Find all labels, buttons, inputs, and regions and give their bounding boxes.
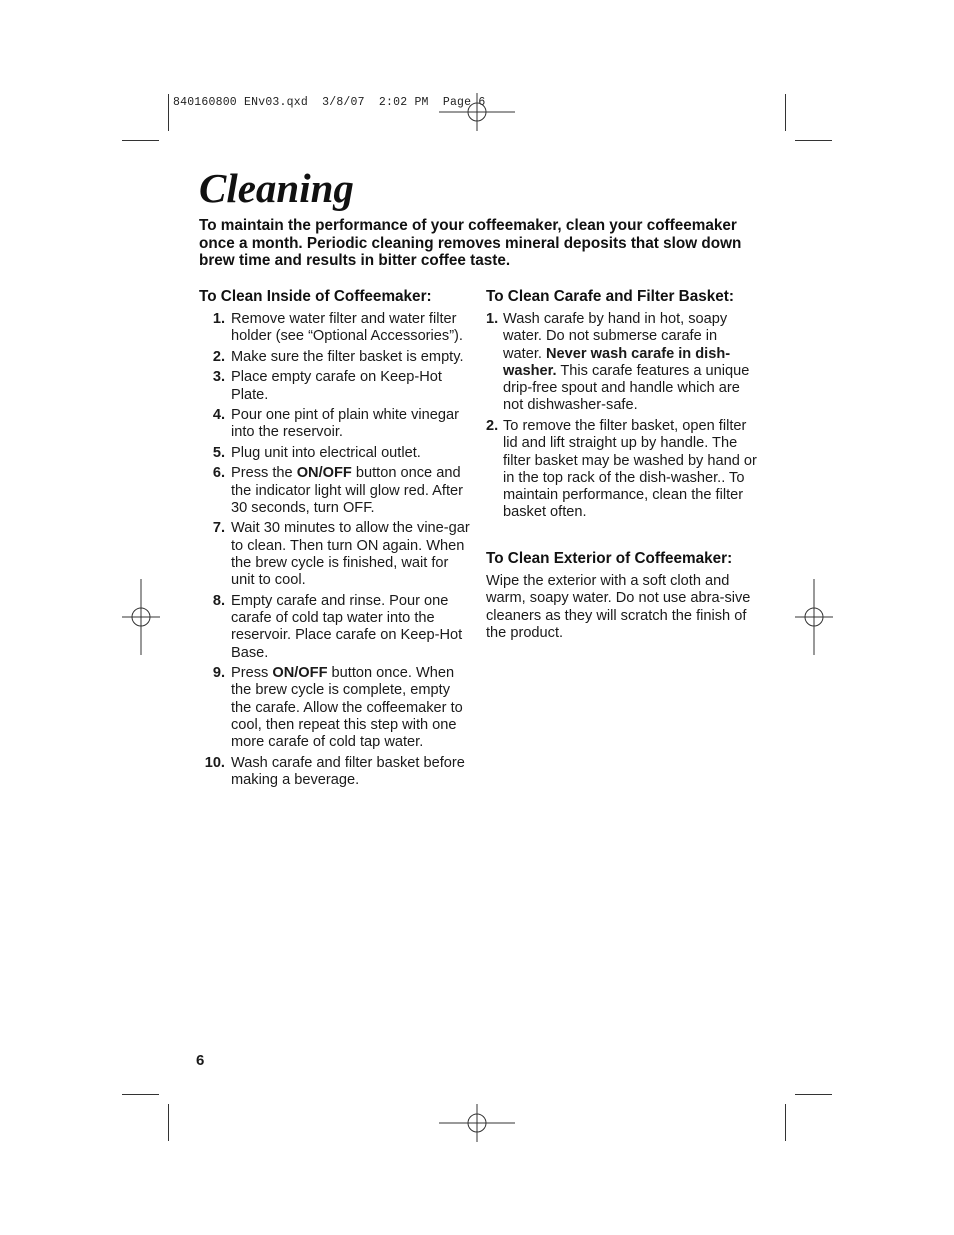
registration-mark-left: [122, 579, 160, 655]
carafe-cleaning-section: [486, 288, 758, 642]
step-number: 5.: [212, 444, 225, 461]
step-text: Press the ON/OFF button once and the indicator light will glow red. After 30 seconds, turn OFF.: [231, 465, 463, 516]
step-number: 9.: [212, 665, 225, 682]
file-slug: 840160800 ENv03.qxd 3/8/07 2:02 PM Page 6: [173, 96, 486, 109]
section-spacer: [486, 525, 758, 550]
crop-mark-tl-h: [122, 140, 159, 141]
page-number: 6: [196, 1052, 205, 1069]
list-item: [199, 755, 471, 790]
crop-mark-br-v: [785, 1104, 786, 1141]
inside-cleaning-section: [199, 288, 471, 793]
list-item: [199, 349, 471, 366]
step-text: Make sure the filter basket is empty.: [231, 348, 464, 365]
warning-text: Never wash carafe in dish-washer.: [503, 345, 731, 379]
crop-mark-br-h: [795, 1094, 832, 1095]
step-text: Wash carafe and filter basket before making a beverage.: [231, 754, 465, 789]
step-text: Plug unit into electrical outlet.: [231, 444, 421, 461]
list-item: [199, 520, 471, 589]
carafe-heading: To Clean Carafe and Filter Basket:: [486, 288, 734, 305]
step-text: Empty carafe and rinse. Pour one carafe of cold tap water into the reservoir. Place carafe on Keep-Hot Base.: [231, 592, 463, 661]
step-text: Pour one pint of plain white vinegar into the reservoir.: [231, 407, 459, 441]
intro-paragraph: To maintain the performance of your coffeemaker, clean your coffeemaker once a month. Periodic cleaning removes mineral deposits that slow down brew time and results in bitter coffee taste.: [199, 217, 742, 269]
list-item: [486, 311, 758, 415]
exterior-text: Wipe the exterior with a soft cloth and warm, soapy water. Do not use abra-sive cleaners as they will scratch the finish of the product.: [486, 572, 751, 641]
step-text: Wait 30 minutes to allow the vine-gar to clean. Then turn ON again. When the brew cycle is finished, wait for unit to cool.: [231, 520, 470, 589]
step-number: 1.: [486, 311, 499, 327]
step-text: Place empty carafe on Keep-Hot Plate.: [231, 369, 442, 403]
inside-steps-list: [199, 311, 471, 789]
step-number: 4.: [212, 407, 225, 424]
on-off-label: ON/OFF: [272, 665, 328, 682]
carafe-steps-list: [486, 311, 758, 522]
step-number: 10.: [204, 754, 225, 771]
step-number: 3.: [212, 369, 225, 386]
list-item: [199, 593, 471, 662]
step-text: Remove water filter and water filter holder (see “Optional Accessories”).: [231, 311, 463, 345]
list-item: [199, 311, 471, 346]
list-item: [199, 465, 471, 517]
inside-heading: To Clean Inside of Coffeemaker:: [199, 288, 432, 305]
crop-mark-bl-v: [168, 1104, 169, 1141]
step-text: Wash carafe by hand in hot, soapy water. Do not submerse carafe in water. Never wash carafe in dish-washer. This carafe features a unique drip-free spout and handle which are not dishwasher-safe.: [503, 311, 750, 414]
crop-mark-tr-h: [795, 140, 832, 141]
step-number: 2.: [212, 348, 225, 365]
step-number: 1.: [212, 311, 225, 327]
step-number: 6.: [212, 465, 225, 482]
crop-mark-tr-v: [785, 94, 786, 131]
step-number: 2.: [486, 417, 499, 434]
registration-mark-right: [795, 579, 833, 655]
list-item: [199, 665, 471, 751]
page-title: Cleaning: [199, 165, 354, 211]
step-text: To remove the filter basket, open filter lid and lift straight up by handle. The filter basket may be washed by hand or in the top rack of the dish-washer.. To maintain performance, clean the filter basket often.: [503, 417, 757, 521]
crop-mark-tl-v: [168, 94, 169, 131]
registration-mark-bottom: [439, 1104, 515, 1142]
list-item: [486, 418, 758, 522]
registration-mark-top: [439, 93, 515, 131]
step-text: Press ON/OFF button once. When the brew cycle is complete, empty the carafe. Allow the coffeemaker to cool, then repeat this step with one more carafe of cold tap water.: [231, 665, 463, 751]
list-item: [199, 369, 471, 404]
step-number: 7.: [212, 520, 225, 537]
on-off-label: ON/OFF: [296, 465, 352, 482]
list-item: [199, 445, 471, 462]
crop-mark-bl-h: [122, 1094, 159, 1095]
list-item: [199, 407, 471, 442]
step-number: 8.: [212, 592, 225, 609]
exterior-heading: To Clean Exterior of Coffeemaker:: [486, 549, 733, 567]
